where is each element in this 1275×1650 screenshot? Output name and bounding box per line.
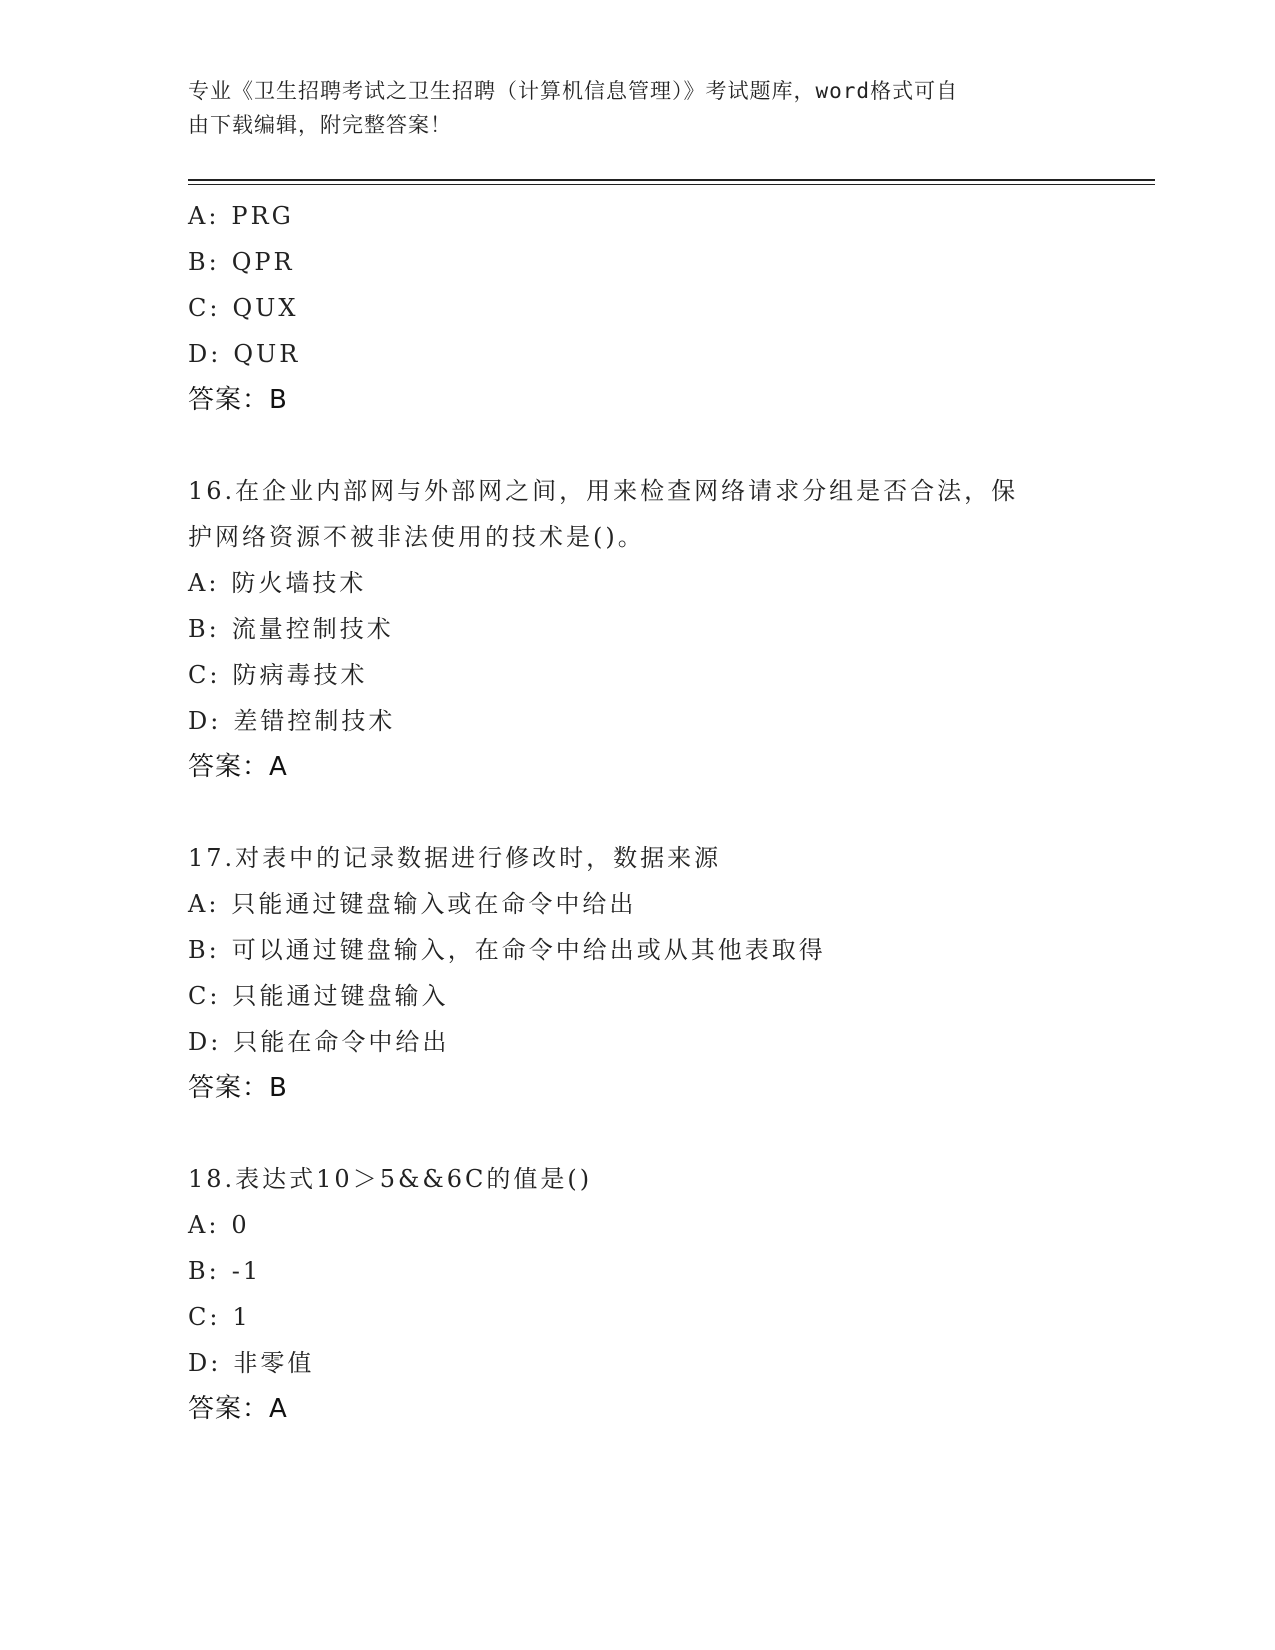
question-stem: 18.表达式10＞5&&6C的值是() (188, 1165, 593, 1193)
option-a: A: PRG (188, 202, 294, 230)
option-a: A: 0 (188, 1211, 250, 1239)
answer-line: 答案：B (188, 385, 288, 415)
question-17 (188, 835, 1088, 1111)
option-c: C: 防病毒技术 (188, 661, 368, 689)
header-line-2: 由下载编辑，附完整答案！ (188, 113, 452, 137)
option-c: C: QUX (188, 294, 299, 322)
question-18 (188, 1156, 1088, 1432)
answer-line: 答案：A (188, 752, 288, 782)
option-c: C: 只能通过键盘输入 (188, 982, 449, 1010)
option-b: B: QPR (188, 248, 295, 276)
option-d: D: 非零值 (188, 1349, 315, 1377)
option-b: B: -1 (188, 1257, 262, 1285)
option-c: C: 1 (188, 1303, 251, 1331)
question-list (188, 193, 1088, 1432)
question-15-continued (188, 193, 1088, 423)
question-16 (188, 468, 1088, 790)
header-divider-thin (188, 184, 1155, 185)
option-d: D: QUR (188, 340, 301, 368)
answer-line: 答案：A (188, 1394, 288, 1424)
header-divider-thick (188, 179, 1155, 181)
option-d: D: 差错控制技术 (188, 707, 396, 735)
question-stem: 17.对表中的记录数据进行修改时，数据来源 (188, 844, 722, 872)
header-line-1: 专业《卫生招聘考试之卫生招聘（计算机信息管理）》考试题库，word格式可自 (188, 79, 959, 103)
option-a: A: 防火墙技术 (188, 569, 367, 597)
option-b: B: 流量控制技术 (188, 615, 394, 643)
document-header (188, 74, 1068, 142)
option-b: B: 可以通过键盘输入，在命令中给出或从其他表取得 (188, 936, 826, 964)
option-d: D: 只能在命令中给出 (188, 1028, 450, 1056)
question-stem: 16.在企业内部网与外部网之间，用来检查网络请求分组是否合法，保 护网络资源不被非法使用的技术是()。 (188, 477, 1019, 551)
option-a: A: 只能通过键盘输入或在命令中给出 (188, 890, 637, 918)
answer-line: 答案：B (188, 1073, 288, 1103)
